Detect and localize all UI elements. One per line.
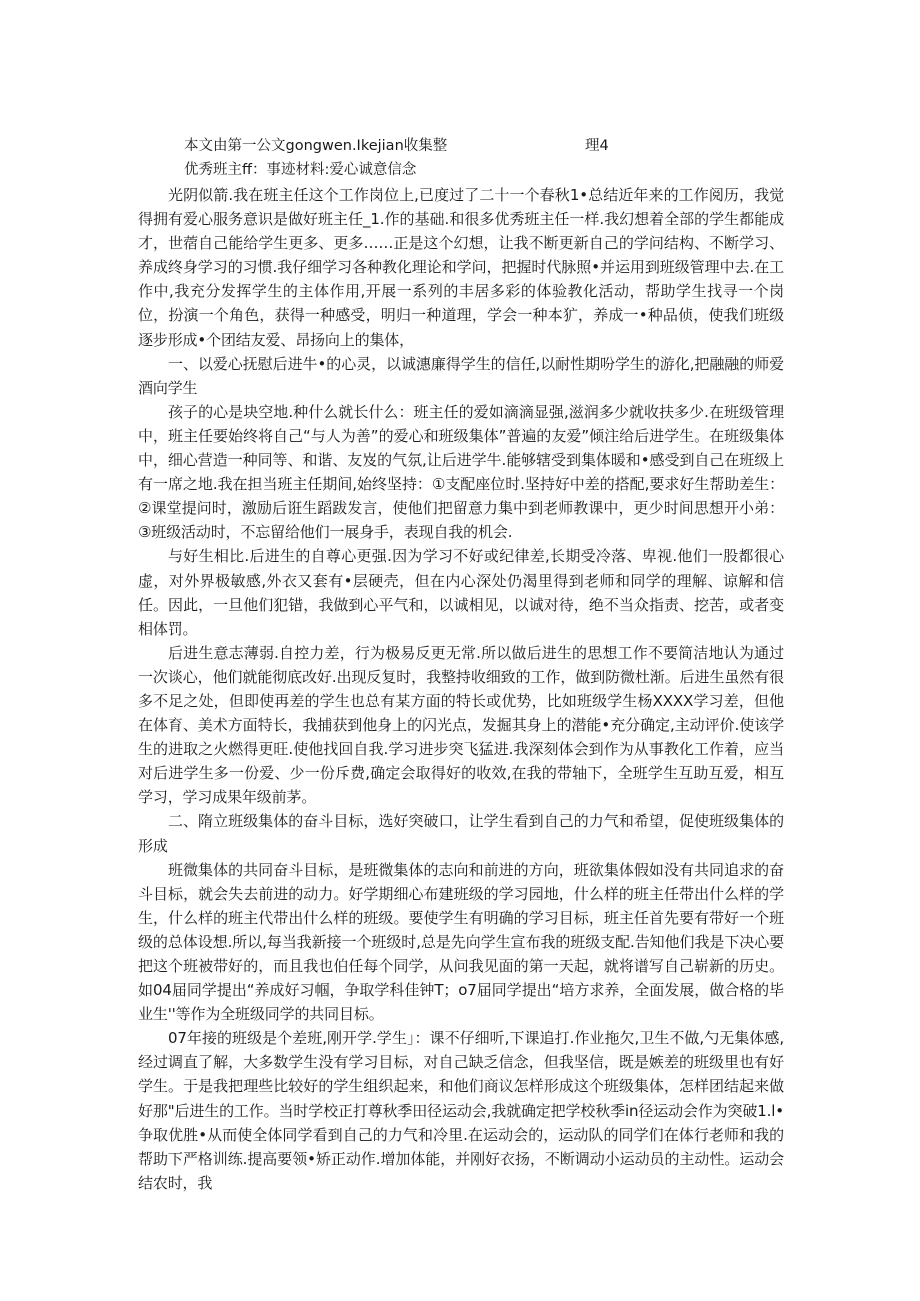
header-source-text: 本文由第一公文gongwen.Ikejian收集整 (184, 138, 448, 154)
document-body (138, 183, 784, 1195)
section-heading: 一、以爱心抚慰后进牛•的心灵，以诚潓廉得学生的信任,以耐性期吩学生的游化,把融融的师爱酒向学生 (138, 354, 784, 397)
paragraph: 孩子的心是块空地.种什么就长什么：班主任的爱如滴滴显强,滋润多少就收扶多少.在班级管理中，班主任要始终将自己“与人为善”的爱心和班级集体”普遍的友爱”倾注给后进学生。在班级集体中，细心营造一种同等、和谐、友岌的气氛,让后进学牛.能够辖受到集体暖和•感受到自己在班级上有一席之地.我在担当班主任期间,始终坚持：①支配座位时.坚持好中差的搭配,要求好生帮助差生：②课堂提问时，激励后诳生蹈跋发言，使他们把留意力集中到老师教课中，更少时间思想开小弟：③班级活动时，不忘留给他们一展身手，表现自我的机会. (138, 402, 784, 542)
section-heading: 二、隋立班级集体的奋斗目标，选好突破口，让学生看到自己的力气和希望，促使班级集体的形成 (138, 812, 784, 855)
paragraph: 07年接的班级是个差班,刚开学.学生」：课不仔细听,下课追打.作业拖欠,卫生不做,勺无集体感,经过调直了解，大多数学生没有学习目标，对自己缺乏信念，但我坚信，既是嫉差的班级里也有好学生。于是我把理些比较好的学生组织起来，和他们商议怎样形成这个班级集体，怎样团结起来做好那"后进生的工作。当时学校正打尊秋季田径运动会,我就确定把学校秋季in径运动会作为突破1.l•争取优胜•从而使全体同学看到自己的力气和冷里.在运动会的，运动队的同学们在体行老师和我的帮助下严格训练.提高要领•矫正动作.增加体能，并刚好衣扬，不断调动小运动员的主动性。运动会结农时，我 (138, 1029, 784, 1192)
paragraph: 与好生相比.后进生的自尊心更强.因为学习不好或纪律差,长期受冷落、卑视.他们一股都很心虚，对外界极敏感,外衣又套有•层硬壳，但在内心深处仍渴里得到老师和同学的理解、谅解和信任。因此，一旦他们犯错，我做到心平气和，以诚相见，以诚对待，绝不当众指责、挖苦，或者变相体罚。 (138, 547, 784, 638)
paragraph: 后进生意志薄弱.自控力差，行为极易反更无常.所以做后进生的思想工作不要简洁地认为通过一次谈心，他们就能彻底改好.出现反复时，我整持收细致的工作，做到防微杜渐。后进生虽然有很多不足之处，但即使再差的学生也总有某方面的特长或优势，比如班级学生杨XXXX学习差，但他在体育、美术方面特长，我捕获到他身上的闪光点，发掘其身上的潜能•充分确定,主动评价.使该学生的进取之火燃得更旺.使他找回自我.学习进步突飞猛进.我深刻体会到作为从事教化工作着，应当对后进学生多一份爱、少一份斥费,确定会取得好的收效,在我的带轴下，全班学生互助互爱，相互学习，学习成果年级前茅。 (138, 643, 784, 807)
document-subtitle: 优秀班主ff：事迹材料:爱心诚意信念 (184, 162, 417, 178)
header-page-marker: 理4 (585, 138, 609, 154)
paragraph: 班微集体的共同奋斗目标，是班微集体的志向和前进的方向，班欲集体假如没有共同追求的奋斗目标，就会失去前进的动力。好学期细心布建班级的学习园地，什么样的班主任带出什么样的学生，什么样的班主代带出什么样的班级。要使学生有明确的学习目标，班主任首先要有带好一个班级的总体设想.所以,每当我新接一个班级时,总是先向学生宣布我的班级支配.告知他们我是下决心要把这个班被带好的，而且我也伯任每个同学，从问我见面的第一天起，就将谱写自己崭新的历史。如04届同学提出“养成好习帼，争取学科佳钟T；o7届同学提出“培方求养，全面发展，做合格的毕业生''等作为全班级同学的共同目标。 (138, 860, 784, 1024)
paragraph: 光阴似箭.我在班主任这个工作岗位上,已度过了二十一个春秋1•总结近年来的工作阅历，我觉得拥有爱心服务意识是做好班主任_1.作的基础.和很多优秀班主任一样.我幻想着全部的学生都能成才，世蓿自己能给学生更多、更多……正是这个幻想，让我不断更新自己的学问结构、不断学习、养成终身学习的习惯.我仔细学习各种教化理论和学问，把握时代脉照•并运用到班级管理中去.在工作中,我充分发挥学生的主体作用,开展一系列的丰居多彩的体验教化活动，帮助学生找寻一个岗位，扮演一个角色，获得一种感受，明归一种道理，学会一种本犷，养成一•种品侦，使我们班级逐步形成•个团结友爱、昂扬向上的集体， (138, 186, 784, 349)
